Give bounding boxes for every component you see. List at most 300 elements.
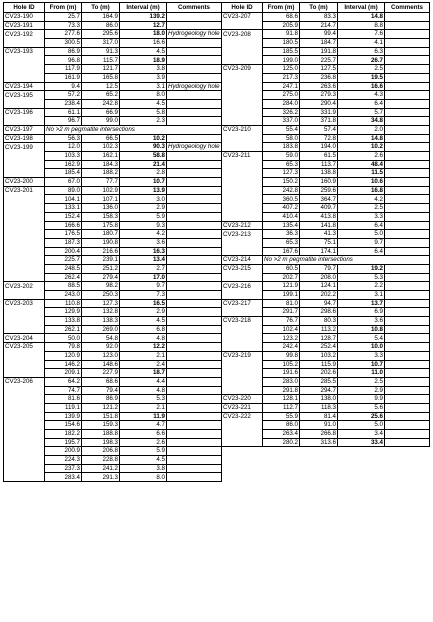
table-row	[222, 73, 430, 82]
table-row	[222, 325, 430, 334]
cell-hole-id	[4, 464, 45, 473]
table-row	[222, 351, 430, 360]
cell-to: 127.3	[82, 299, 120, 308]
cell-from: 277.6	[45, 30, 82, 39]
cell-interval: 13.7	[338, 299, 385, 308]
cell-from: 58.0	[263, 134, 300, 143]
table-row	[4, 395, 222, 404]
cell-from: 129.9	[45, 308, 82, 317]
drill-table-left	[3, 2, 222, 482]
cell-interval: 3.0	[120, 195, 167, 204]
cell-from: 280.2	[263, 438, 300, 447]
table-row	[4, 464, 222, 473]
cell-comment	[167, 360, 222, 369]
cell-to: 102.9	[82, 186, 120, 195]
cell-hole-id	[4, 351, 45, 360]
cell-interval: 2.8	[120, 169, 167, 178]
table-row	[4, 308, 222, 317]
cell-from: 185.4	[45, 169, 82, 178]
cell-hole-id	[4, 395, 45, 404]
cell-interval: 9.3	[120, 221, 167, 230]
cell-comment	[167, 299, 222, 308]
cell-from: 9.4	[45, 82, 82, 91]
cell-from: 360.5	[263, 195, 300, 204]
cell-hole-id	[222, 56, 263, 65]
cell-hole-id	[4, 421, 45, 430]
cell-comment	[167, 430, 222, 439]
table-row	[222, 299, 430, 308]
header-from: From (m)	[45, 3, 82, 13]
table-row	[222, 56, 430, 65]
cell-comment	[167, 47, 222, 56]
cell-hole-id	[4, 39, 45, 48]
cell-hole-id: CV23-197	[4, 125, 45, 134]
cell-to: 371.8	[300, 117, 338, 126]
cell-comment	[385, 343, 430, 352]
table-row	[222, 360, 430, 369]
cell-to: 138.3	[82, 317, 120, 326]
table-row	[222, 377, 430, 386]
table-row	[222, 178, 430, 187]
table-row	[222, 117, 430, 126]
cell-from: 150.2	[263, 178, 300, 187]
cell-interval: 3.1	[120, 82, 167, 91]
cell-comment	[385, 291, 430, 300]
cell-to: 91.3	[82, 47, 120, 56]
cell-comment	[167, 13, 222, 22]
cell-hole-id	[222, 160, 263, 169]
cell-comment	[385, 377, 430, 386]
cell-hole-id	[222, 108, 263, 117]
cell-from: 146.2	[45, 360, 82, 369]
cell-from: 410.4	[263, 212, 300, 221]
cell-hole-id: CV23-210	[222, 125, 263, 134]
cell-comment	[385, 438, 430, 447]
cell-hole-id	[4, 221, 45, 230]
table-row	[222, 21, 430, 30]
table-row	[222, 204, 430, 213]
cell-to: 65.2	[82, 91, 120, 100]
cell-comment	[167, 351, 222, 360]
table-header-row	[4, 3, 222, 13]
cell-interval: 90.3	[120, 143, 167, 152]
cell-comment	[385, 273, 430, 282]
cell-from: 89.0	[45, 186, 82, 195]
cell-comment	[167, 264, 222, 273]
cell-comment	[167, 273, 222, 282]
table-row	[4, 317, 222, 326]
table-row	[222, 369, 430, 378]
cell-from: 225.7	[45, 256, 82, 265]
cell-from: 326.2	[263, 108, 300, 117]
cell-hole-id	[222, 334, 263, 343]
cell-note: No >2 m pegmatite intersections	[45, 125, 222, 134]
header-interval: Interval (m)	[338, 3, 385, 13]
cell-from: 187.3	[45, 238, 82, 247]
cell-hole-id	[4, 212, 45, 221]
cell-from: 242.4	[263, 343, 300, 352]
cell-to: 132.8	[82, 308, 120, 317]
cell-interval: 18.7	[120, 369, 167, 378]
cell-hole-id	[4, 438, 45, 447]
cell-hole-id: CV23-219	[222, 351, 263, 360]
cell-hole-id	[4, 99, 45, 108]
cell-hole-id	[222, 21, 263, 30]
cell-to: 75.1	[300, 238, 338, 247]
cell-hole-id: CV23-204	[4, 334, 45, 343]
table-row	[4, 47, 222, 56]
cell-from: 99.8	[263, 351, 300, 360]
cell-comment	[167, 230, 222, 239]
cell-interval: 13.4	[120, 256, 167, 265]
cell-from: 74.7	[45, 386, 82, 395]
cell-to: 409.7	[300, 204, 338, 213]
cell-to: 174.1	[300, 247, 338, 256]
table-row	[4, 456, 222, 465]
cell-hole-id	[4, 447, 45, 456]
table-row	[222, 134, 430, 143]
cell-comment	[385, 325, 430, 334]
cell-comment	[167, 317, 222, 326]
cell-from: 284.0	[263, 99, 300, 108]
cell-to: 61.5	[300, 152, 338, 161]
cell-interval: 33.4	[338, 438, 385, 447]
cell-from: 166.6	[45, 221, 82, 230]
table-row	[222, 125, 430, 134]
cell-hole-id: CV23-209	[222, 65, 263, 74]
table-row	[4, 273, 222, 282]
table-row	[222, 438, 430, 447]
cell-interval: 2.5	[338, 377, 385, 386]
cell-comment	[385, 99, 430, 108]
cell-comment	[167, 91, 222, 100]
cell-to: 206.8	[82, 447, 120, 456]
cell-from: 86.9	[45, 47, 82, 56]
cell-to: 128.7	[300, 334, 338, 343]
table-row	[4, 13, 222, 22]
cell-from: 96.7	[45, 117, 82, 126]
cell-interval: 6.4	[338, 247, 385, 256]
cell-from: 300.5	[45, 39, 82, 48]
cell-to: 263.6	[300, 82, 338, 91]
cell-hole-id	[4, 360, 45, 369]
header-to: To (m)	[300, 3, 338, 13]
cell-interval: 2.9	[338, 386, 385, 395]
cell-interval: 11.9	[120, 412, 167, 421]
cell-hole-id	[222, 238, 263, 247]
cell-interval: 16.6	[338, 82, 385, 91]
table-row	[222, 334, 430, 343]
header-comments: Comments	[385, 3, 430, 13]
cell-comment	[167, 403, 222, 412]
cell-from: 102.4	[263, 325, 300, 334]
cell-hole-id	[4, 65, 45, 74]
cell-comment	[385, 386, 430, 395]
cell-hole-id	[222, 73, 263, 82]
cell-from: 76.7	[263, 317, 300, 326]
table-row	[222, 186, 430, 195]
table-row	[222, 291, 430, 300]
cell-interval: 6.8	[120, 325, 167, 334]
table-row	[4, 403, 222, 412]
cell-from: 191.6	[263, 369, 300, 378]
cell-interval: 11.5	[338, 169, 385, 178]
cell-hole-id	[222, 273, 263, 282]
cell-interval: 2.9	[120, 204, 167, 213]
cell-to: 317.0	[82, 39, 120, 48]
cell-interval: 5.9	[120, 447, 167, 456]
header-interval: Interval (m)	[120, 3, 167, 13]
cell-hole-id	[222, 438, 263, 447]
cell-from: 199.0	[263, 56, 300, 65]
cell-hole-id: CV23-205	[4, 343, 45, 352]
cell-to: 158.3	[82, 212, 120, 221]
cell-to: 285.5	[300, 377, 338, 386]
cell-from: 64.2	[45, 377, 82, 386]
cell-comment	[385, 186, 430, 195]
cell-hole-id	[4, 369, 45, 378]
cell-from: 125.0	[263, 65, 300, 74]
cell-interval: 3.8	[120, 464, 167, 473]
cell-from: 195.7	[45, 438, 82, 447]
cell-from: 73.3	[45, 21, 82, 30]
cell-interval: 4.8	[120, 386, 167, 395]
table-row	[4, 412, 222, 421]
cell-interval: 10.6	[338, 178, 385, 187]
cell-interval: 2.5	[338, 65, 385, 74]
cell-from: 205.9	[263, 21, 300, 30]
cell-hole-id	[4, 195, 45, 204]
cell-hole-id: CV23-221	[222, 403, 263, 412]
cell-from: 135.4	[263, 221, 300, 230]
cell-comment	[167, 456, 222, 465]
table-row	[4, 82, 222, 91]
cell-comment	[385, 351, 430, 360]
cell-hole-id: CV23-208	[222, 30, 263, 39]
cell-comment	[385, 30, 430, 39]
cell-hole-id	[4, 230, 45, 239]
table-row	[222, 91, 430, 100]
cell-to: 214.7	[300, 21, 338, 30]
cell-from: 248.5	[45, 264, 82, 273]
cell-hole-id: CV23-199	[4, 143, 45, 152]
cell-interval: 3.3	[338, 351, 385, 360]
cell-from: 337.0	[263, 117, 300, 126]
cell-to: 72.8	[300, 134, 338, 143]
cell-hole-id	[222, 186, 263, 195]
cell-to: 66.9	[82, 108, 120, 117]
cell-to: 127.5	[300, 65, 338, 74]
cell-interval: 4.5	[120, 317, 167, 326]
cell-from: 103.3	[45, 152, 82, 161]
cell-from: 262.4	[45, 273, 82, 282]
cell-to: 136.0	[82, 204, 120, 213]
cell-to: 86.0	[82, 21, 120, 30]
cell-from: 96.8	[45, 56, 82, 65]
cell-to: 121.7	[82, 65, 120, 74]
table-row	[4, 421, 222, 430]
cell-interval: 18.9	[120, 56, 167, 65]
cell-to: 225.7	[300, 56, 338, 65]
table-row	[4, 152, 222, 161]
cell-to: 269.0	[82, 325, 120, 334]
cell-from: 81.0	[263, 299, 300, 308]
table-row	[4, 256, 222, 265]
cell-comment	[167, 169, 222, 178]
cell-comment	[167, 447, 222, 456]
cell-to: 290.4	[300, 99, 338, 108]
cell-hole-id: CV23-194	[4, 82, 45, 91]
cell-from: 185.5	[263, 47, 300, 56]
cell-hole-id: CV23-196	[4, 108, 45, 117]
cell-from: 127.3	[263, 169, 300, 178]
cell-interval: 18.0	[120, 30, 167, 39]
header-hole-id: Hole ID	[222, 3, 263, 13]
cell-from: 200.4	[45, 247, 82, 256]
table-row	[222, 221, 430, 230]
cell-comment	[385, 125, 430, 134]
cell-comment	[385, 73, 430, 82]
cell-comment	[385, 152, 430, 161]
cell-to: 98.2	[82, 282, 120, 291]
cell-interval: 2.5	[338, 204, 385, 213]
cell-from: 283.4	[45, 473, 82, 482]
cell-interval: 3.3	[338, 212, 385, 221]
table-row	[4, 291, 222, 300]
cell-interval: 2.6	[120, 438, 167, 447]
cell-comment	[167, 369, 222, 378]
cell-from: 275.0	[263, 91, 300, 100]
cell-hole-id	[4, 264, 45, 273]
cell-from: 57.2	[45, 91, 82, 100]
cell-interval: 19.2	[338, 264, 385, 273]
table-row	[4, 30, 222, 39]
table-row	[222, 160, 430, 169]
cell-interval: 4.2	[338, 195, 385, 204]
cell-hole-id: CV23-193	[4, 47, 45, 56]
cell-to: 118.3	[300, 403, 338, 412]
table-row	[222, 247, 430, 256]
cell-from: 291.8	[263, 386, 300, 395]
cell-to: 266.8	[300, 430, 338, 439]
cell-to: 198.3	[82, 438, 120, 447]
table-row	[222, 386, 430, 395]
cell-interval: 16.8	[338, 186, 385, 195]
cell-from: 217.3	[263, 73, 300, 82]
cell-from: 161.9	[45, 73, 82, 82]
cell-comment	[385, 82, 430, 91]
cell-comment	[385, 247, 430, 256]
cell-comment	[385, 204, 430, 213]
cell-to: 81.4	[300, 412, 338, 421]
cell-comment	[167, 256, 222, 265]
cell-interval: 5.8	[120, 108, 167, 117]
cell-from: 199.1	[263, 291, 300, 300]
cell-hole-id	[4, 473, 45, 482]
cell-comment	[167, 186, 222, 195]
cell-interval: 10.7	[120, 178, 167, 187]
table-row	[222, 65, 430, 74]
cell-from: 262.1	[45, 325, 82, 334]
cell-hole-id: CV23-200	[4, 178, 45, 187]
cell-interval: 2.3	[120, 117, 167, 126]
cell-to: 188.2	[82, 169, 120, 178]
cell-hole-id: CV23-206	[4, 377, 45, 386]
cell-comment	[167, 99, 222, 108]
cell-to: 279.4	[82, 273, 120, 282]
cell-interval: 16.5	[120, 299, 167, 308]
cell-to: 86.9	[82, 395, 120, 404]
cell-to: 291.3	[82, 473, 120, 482]
cell-to: 107.1	[82, 195, 120, 204]
cell-hole-id	[4, 152, 45, 161]
cell-interval: 6.3	[338, 47, 385, 56]
cell-comment	[385, 91, 430, 100]
cell-interval: 5.7	[338, 108, 385, 117]
cell-comment	[167, 117, 222, 126]
cell-to: 41.3	[300, 230, 338, 239]
cell-hole-id: CV23-214	[222, 256, 263, 265]
cell-interval: 139.2	[120, 13, 167, 22]
cell-interval: 8.0	[120, 473, 167, 482]
cell-hole-id: CV23-198	[4, 134, 45, 143]
cell-hole-id	[4, 308, 45, 317]
cell-hole-id: CV23-222	[222, 412, 263, 421]
cell-interval: 4.5	[120, 456, 167, 465]
table-row	[222, 412, 430, 421]
cell-interval: 3.9	[120, 73, 167, 82]
cell-to: 124.1	[300, 282, 338, 291]
cell-hole-id	[4, 73, 45, 82]
table-row	[222, 308, 430, 317]
cell-hole-id	[4, 169, 45, 178]
cell-to: 216.6	[82, 247, 120, 256]
cell-to: 227.9	[82, 369, 120, 378]
table-row	[4, 325, 222, 334]
cell-comment	[167, 377, 222, 386]
table-row	[4, 369, 222, 378]
table-row	[4, 204, 222, 213]
cell-to: 236.8	[300, 73, 338, 82]
cell-comment	[385, 169, 430, 178]
cell-comment	[385, 195, 430, 204]
cell-to: 191.8	[300, 47, 338, 56]
cell-interval: 2.0	[338, 125, 385, 134]
table-row	[4, 178, 222, 187]
cell-to: 94.7	[300, 299, 338, 308]
cell-interval: 2.2	[338, 282, 385, 291]
cell-from: 65.3	[263, 160, 300, 169]
cell-to: 57.4	[300, 125, 338, 134]
cell-comment	[167, 247, 222, 256]
cell-comment	[167, 238, 222, 247]
cell-comment	[167, 204, 222, 213]
cell-comment	[385, 134, 430, 143]
cell-to: 202.6	[300, 369, 338, 378]
cell-hole-id	[4, 291, 45, 300]
cell-comment	[167, 21, 222, 30]
cell-interval: 14.8	[338, 134, 385, 143]
cell-from: 79.8	[45, 343, 82, 352]
cell-hole-id: CV23-220	[222, 395, 263, 404]
cell-comment	[167, 39, 222, 48]
cell-from: 25.7	[45, 13, 82, 22]
table-row	[222, 212, 430, 221]
cell-comment	[167, 65, 222, 74]
cell-to: 190.8	[82, 238, 120, 247]
cell-comment	[167, 221, 222, 230]
cell-comment	[167, 473, 222, 482]
